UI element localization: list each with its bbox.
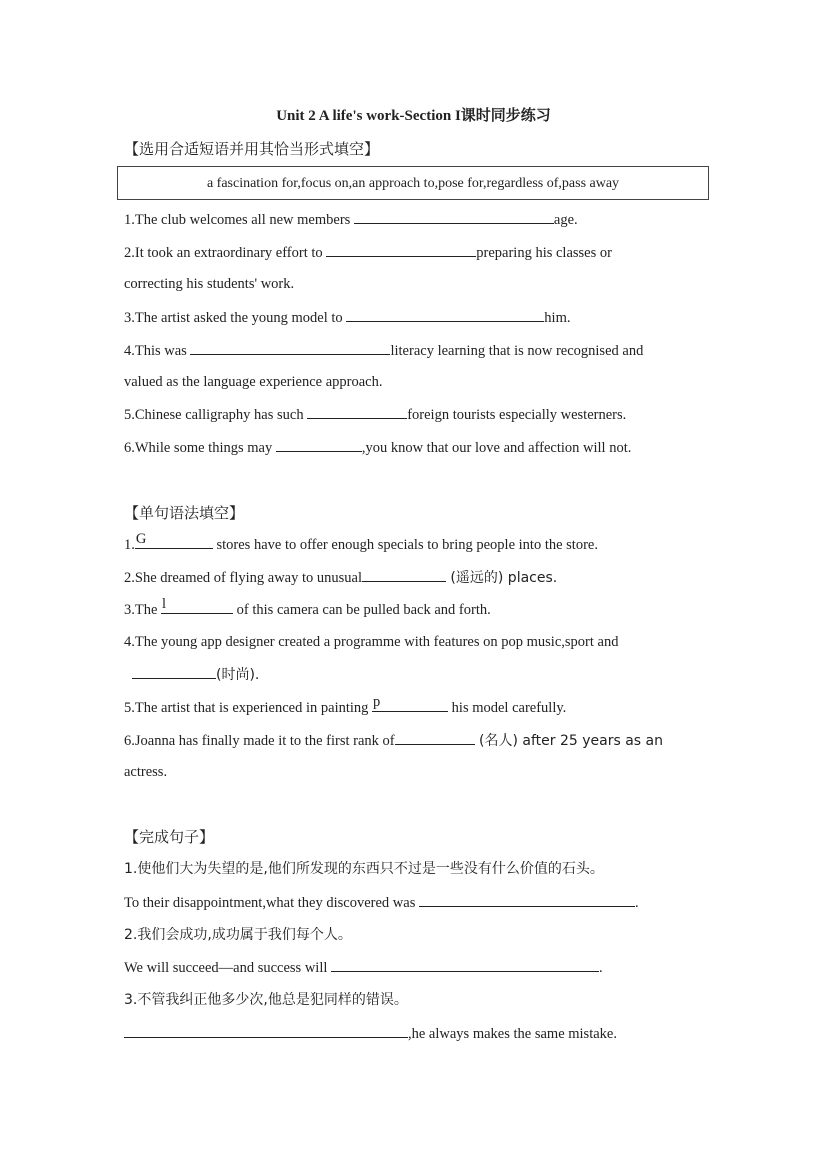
- exercise-line: 2.She dreamed of flying away to unusual (遥远的) places.: [124, 566, 704, 589]
- chinese-sentence: 1.使他们大为失望的是,他们所发现的东西只不过是一些没有什么价值的石头。: [124, 861, 604, 877]
- answer-blank[interactable]: l: [161, 598, 233, 614]
- exercise-line: 2.It took an extraordinary effort to preparing his classes or: [124, 241, 704, 264]
- answer-blank[interactable]: p: [372, 696, 448, 712]
- exercise-line: ,he always makes the same mistake.: [124, 1022, 704, 1045]
- answer-blank[interactable]: [276, 436, 362, 452]
- exercise-line: 1.The club welcomes all new members age.: [124, 208, 704, 231]
- chinese-sentence: 2.我们会成功,成功属于我们每个人。: [124, 927, 352, 943]
- answer-blank[interactable]: [307, 403, 407, 419]
- phrase-box: a fascination for,focus on,an approach to,pose for,regardless of,pass away: [117, 166, 709, 200]
- exercise-line: 4.The young app designer created a programme with features on pop music,sport and: [124, 634, 619, 650]
- answer-blank[interactable]: [395, 729, 475, 745]
- exercise-line: 3.The artist asked the young model to him.: [124, 306, 704, 329]
- exercise-line-continued: correcting his students' work.: [124, 276, 295, 292]
- exercise-line-continued: actress.: [124, 764, 168, 780]
- section-heading-phrases: 【选用合适短语并用其恰当形式填空】: [124, 140, 380, 158]
- section-heading-grammar: 【单句语法填空】: [124, 504, 245, 522]
- answer-blank[interactable]: [331, 956, 599, 972]
- exercise-line: 5.Chinese calligraphy has such foreign tourists especially westerners.: [124, 403, 704, 426]
- exercise-line: To their disappointment,what they discovered was .: [124, 891, 704, 914]
- answer-blank[interactable]: [124, 1022, 408, 1038]
- answer-blank[interactable]: [190, 339, 390, 355]
- answer-blank[interactable]: G: [135, 533, 213, 549]
- answer-blank[interactable]: [132, 663, 216, 679]
- answer-blank[interactable]: [346, 306, 544, 322]
- chinese-sentence: 3.不管我纠正他多少次,他总是犯同样的错误。: [124, 992, 408, 1008]
- page-title: Unit 2 A life's work-Section I课时同步练习: [276, 108, 551, 124]
- exercise-line: 6.Joanna has finally made it to the first rank of (名人) after 25 years as an: [124, 729, 704, 752]
- exercise-line-continued: (时尚).: [132, 663, 712, 686]
- exercise-line: 5.The artist that is experienced in painting p his model carefully.: [124, 694, 567, 716]
- exercise-line: 6.While some things may ,you know that our love and affection will not.: [124, 436, 704, 459]
- answer-blank[interactable]: [354, 208, 554, 224]
- section-heading-sentences: 【完成句子】: [124, 828, 215, 846]
- answer-blank[interactable]: [362, 566, 446, 582]
- answer-blank[interactable]: [419, 891, 635, 907]
- exercise-line: 3.The l of this camera can be pulled back and forth.: [124, 596, 491, 618]
- exercise-line: 4.This was literacy learning that is now recognised and: [124, 339, 704, 362]
- exercise-line-continued: valued as the language experience approach.: [124, 374, 383, 390]
- answer-blank[interactable]: [326, 241, 476, 257]
- exercise-line: We will succeed—and success will .: [124, 956, 704, 979]
- exercise-line: 1. G stores have to offer enough specials to bring people into the store.: [124, 531, 598, 553]
